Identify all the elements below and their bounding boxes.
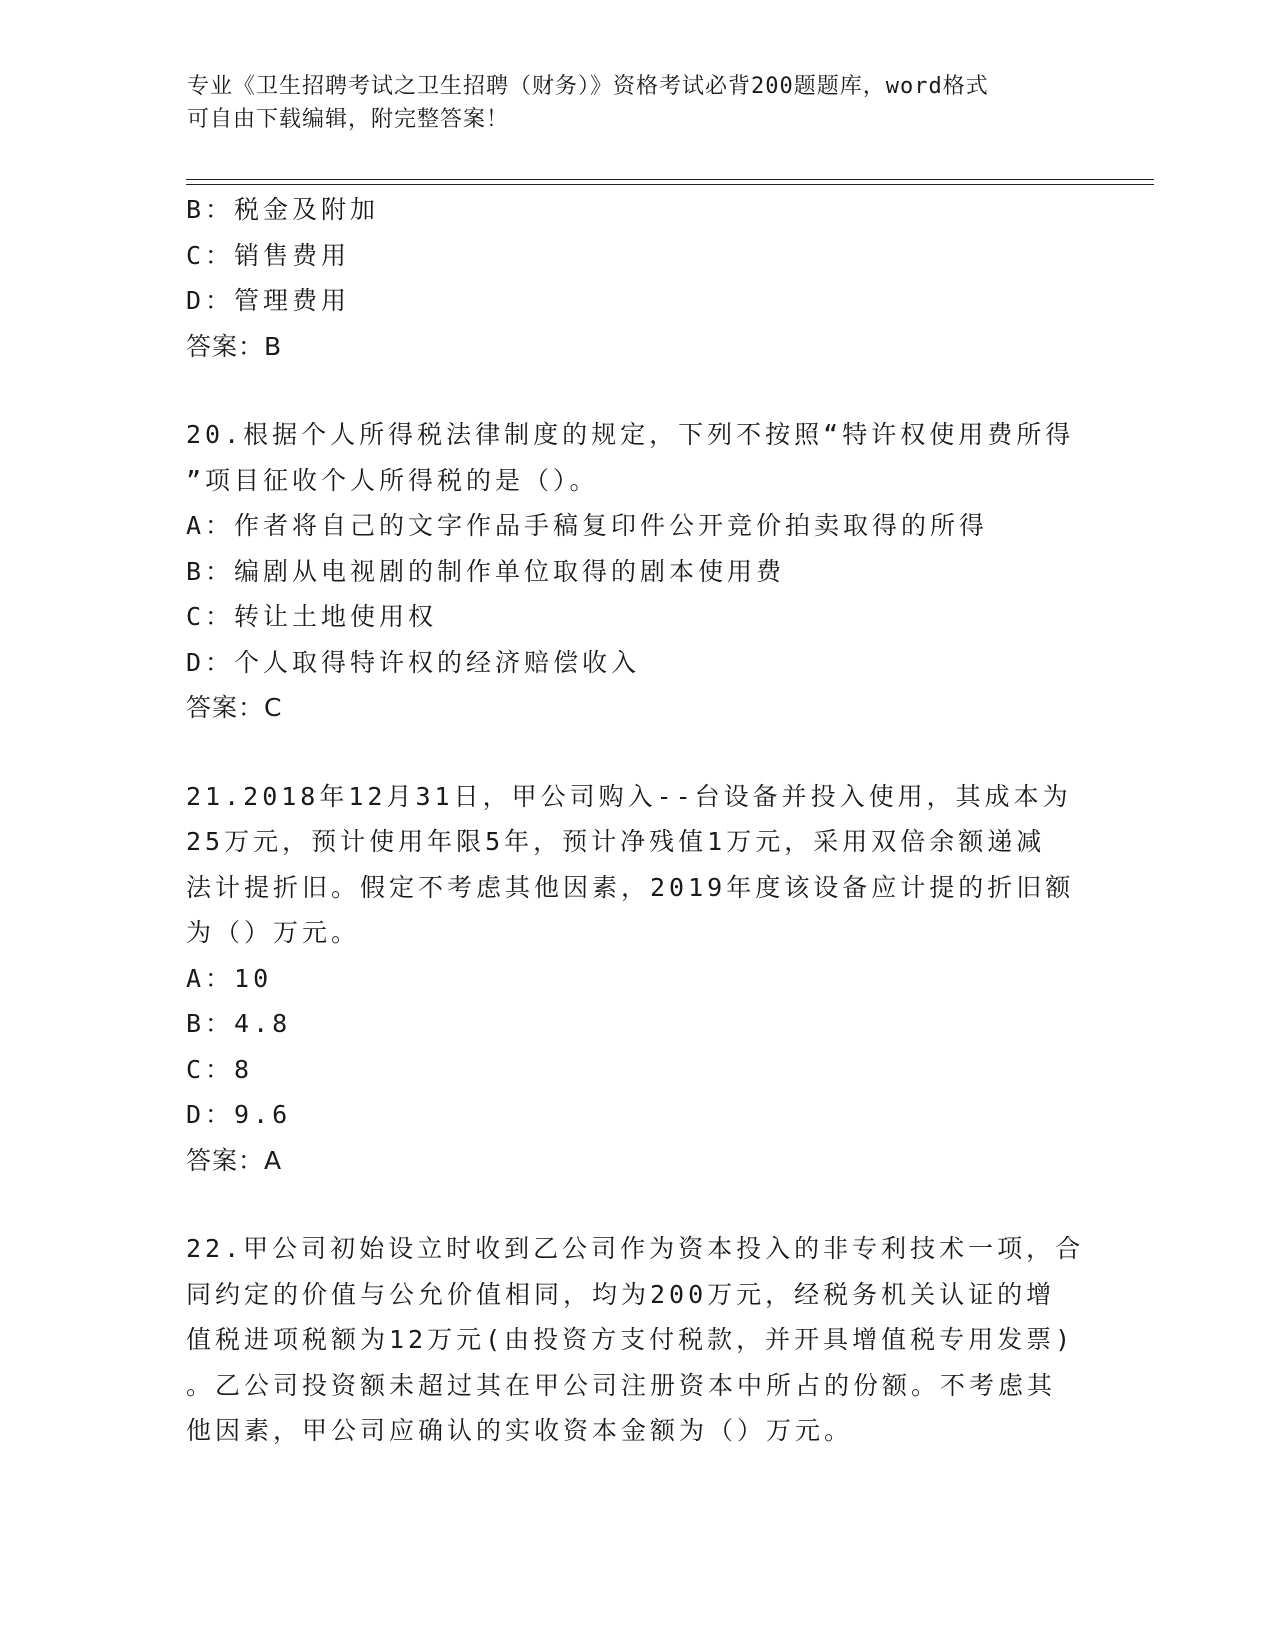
stem-line: 他因素，甲公司应确认的实收资本金额为（）万元。 [186,1416,854,1445]
answer: 答案：B [186,331,283,361]
header-divider-bottom [186,184,1154,185]
stem-line: 。乙公司投资额未超过其在甲公司注册资本中所占的份额。不考虑其 [186,1370,1057,1400]
option-a: A：作者将自己的文字作品手稿复印件公开竞价拍卖取得的所得 [186,511,989,540]
question-stem [186,1226,1085,1454]
answer: 答案：C [186,693,283,722]
option-c: C：转让土地使用权 [186,602,438,631]
question-22 [186,1226,1085,1454]
document-body [186,187,1085,1454]
question-20 [186,412,1076,731]
stem-line: 为（）万元。 [186,918,361,947]
header-line-1: 专业《卫生招聘考试之卫生招聘（财务）》资格考试必背200题题库，word格式 [187,74,989,99]
stem-line: 25万元，预计使用年限5年，预计净残值1万元，采用双倍余额递减 [186,827,1046,856]
header-divider-top [186,179,1154,180]
option-d: D：个人取得特许权的经济赔偿收入 [186,647,641,677]
option-c: C：销售费用 [186,240,351,270]
stem-line: 20.根据个人所得税法律制度的规定，下列不按照“特许权使用费所得 [186,420,1075,449]
stem-line: 值税进项税额为12万元(由投资方支付税款，并开具增值税专用发票) [186,1325,1075,1354]
question-21 [186,774,1076,1184]
question-stem [186,774,1076,956]
header-line-2: 可自由下载编辑，附完整答案！ [187,107,510,132]
option-b: B：4.8 [186,1009,292,1038]
option-a: A：10 [186,963,273,993]
stem-line: 同约定的价值与公允价值相同，均为200万元，经税务机关认证的增 [186,1279,1056,1309]
question-stem [186,412,1076,503]
question-19-tail [186,187,1076,369]
option-b: B：编剧从电视剧的制作单位取得的剧本使用费 [186,556,786,586]
stem-line: 21.2018年12月31日，甲公司购入--台设备并投入使用，其成本为 [186,781,1072,811]
option-d: D：9.6 [186,1100,292,1129]
option-c: C：8 [186,1054,254,1084]
stem-line: 法计提折旧。假定不考虑其他因素，2019年度该设备应计提的折旧额 [186,872,1075,902]
option-d: D：管理费用 [186,286,351,315]
option-b: B：税金及附加 [186,195,380,224]
stem-line: ”项目征收个人所得税的是（）。 [186,465,599,495]
document-header [187,70,1067,136]
answer: 答案：A [186,1145,283,1175]
stem-line: 22.甲公司初始设立时收到乙公司作为资本投入的非专利技术一项，合 [186,1234,1085,1263]
